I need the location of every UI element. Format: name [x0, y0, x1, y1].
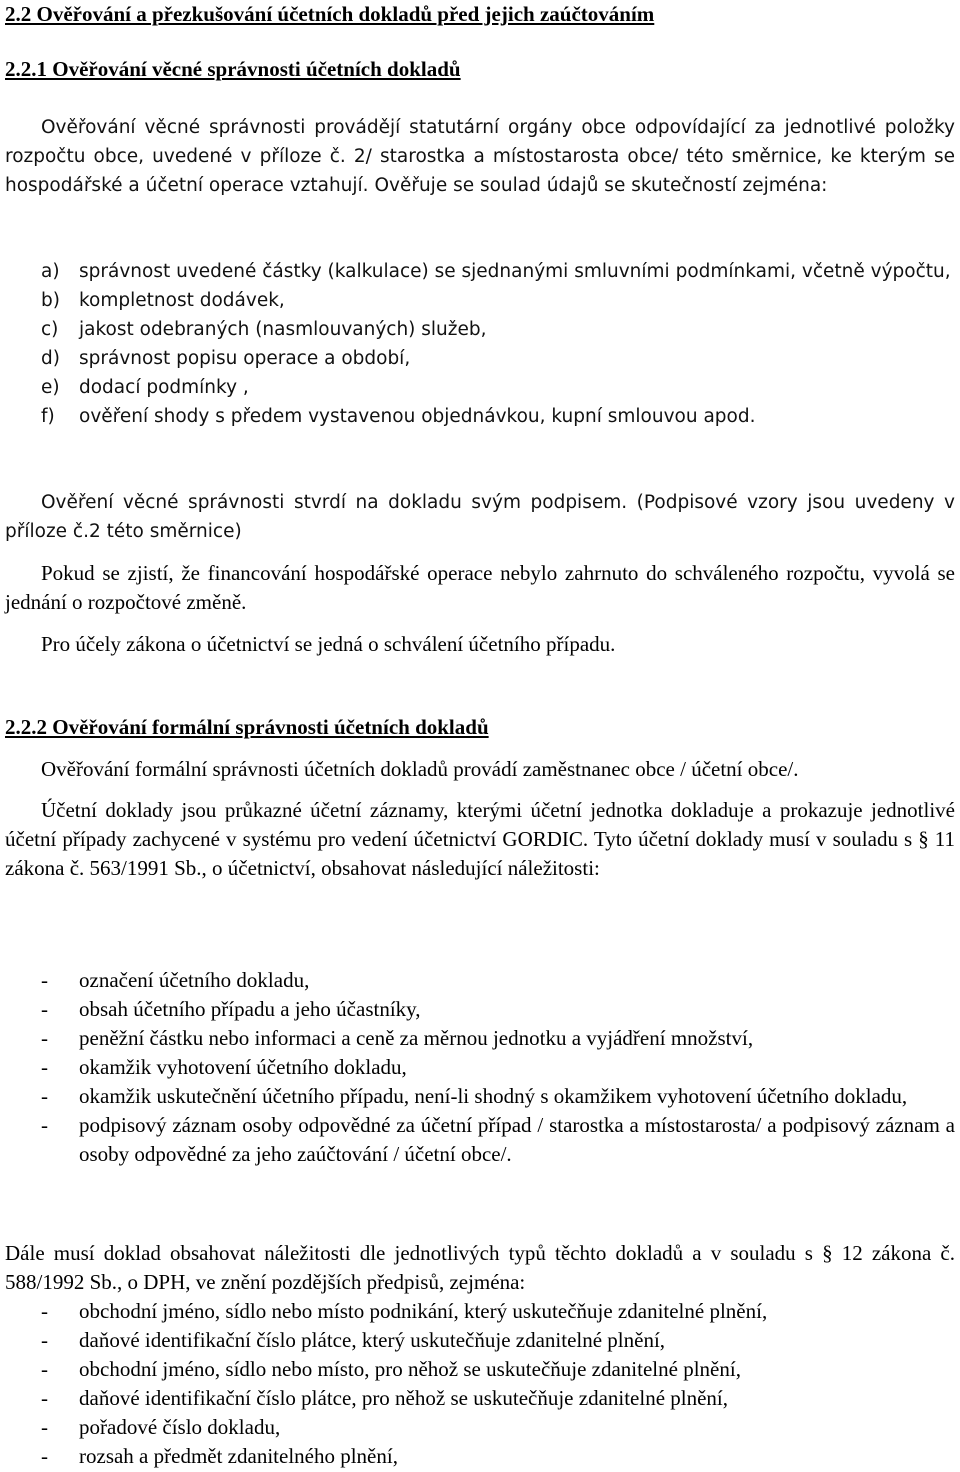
list-marker: e): [41, 377, 60, 398]
list-item-text: označení účetního dokladu,: [79, 968, 310, 992]
list-item-text: kompletnost dodávek,: [79, 290, 285, 311]
list-marker: -: [41, 1328, 48, 1352]
list-item: [5, 1024, 955, 1053]
list-item-text: okamžik uskutečnění účetního případu, není-li shodný s okamžikem vyhotovení účetního dokladu,: [79, 1084, 908, 1108]
vat-requirements-list: [5, 1297, 955, 1471]
list-item: [5, 1413, 955, 1442]
list-item: [5, 1384, 955, 1413]
check-list: [5, 257, 955, 431]
list-item: [5, 1082, 955, 1111]
list-marker: -: [41, 1113, 48, 1137]
list-marker: a): [41, 261, 60, 282]
list-item-text: daňové identifikační číslo plátce, který uskutečňuje zdanitelné plnění,: [79, 1328, 666, 1352]
list-marker: -: [41, 1386, 48, 1410]
list-item-text: obsah účetního případu a jeho účastníky,: [79, 997, 421, 1021]
list-marker: -: [41, 1055, 48, 1079]
subsection-heading-2: 2.2.2 Ověřování formální správnosti účetních dokladů: [5, 715, 489, 739]
paragraph-signature: Ověření věcné správnosti stvrdí na dokladu svým podpisem. (Podpisové vzory jsou uvedeny v příloze č.2 této směrnice): [5, 492, 955, 542]
list-item-text: správnost uvedené částky (kalkulace) se sjednanými smluvními podmínkami, včetně výpočtu,: [79, 261, 951, 282]
list-item-text: rozsah a předmět zdanitelného plnění,: [79, 1444, 398, 1468]
list-marker: -: [41, 968, 48, 992]
list-item-text: obchodní jméno, sídlo nebo místo, pro něhož se uskutečňuje zdanitelné plnění,: [79, 1357, 741, 1381]
list-item-text: okamžik vyhotovení účetního dokladu,: [79, 1055, 407, 1079]
list-item: [5, 1111, 955, 1169]
list-item: [5, 402, 955, 431]
list-item: [5, 315, 955, 344]
paragraph-vat: Dále musí doklad obsahovat náležitosti dle jednotlivých typů těchto dokladů a v souladu s § 12 zákona č. 588/1992 Sb., o DPH, ve znění pozdějších předpisů, zejména:: [5, 1241, 955, 1294]
paragraph-formal-intro: Ověřování formální správnosti účetních dokladů provádí zaměstnanec obce / účetní obce/.: [41, 757, 799, 781]
list-marker: f): [41, 406, 55, 427]
requirements-list: [5, 966, 955, 1169]
subsection-heading-1: 2.2.1 Ověřování věcné správnosti účetních dokladů: [5, 57, 461, 81]
list-marker: -: [41, 997, 48, 1021]
intro-tail-text: Ověřuje se soulad údajů se skutečností zejména:: [374, 175, 828, 196]
list-item-text: správnost popisu operace a období,: [79, 348, 411, 369]
section-heading: 2.2 Ověřování a přezkušování účetních dokladů před jejich zaúčtováním: [5, 2, 655, 26]
paragraph-intro-1: [5, 113, 955, 200]
list-item: [5, 1326, 955, 1355]
list-item-text: dodací podmínky ,: [79, 377, 249, 398]
list-item: [5, 966, 955, 995]
list-item-text: peněžní částku nebo informaci a ceně za měrnou jednotku a vyjádření množství,: [79, 1026, 754, 1050]
list-marker: -: [41, 1026, 48, 1050]
list-item: [5, 286, 955, 315]
list-item: [5, 1355, 955, 1384]
list-item: [5, 257, 955, 286]
list-marker: d): [41, 348, 60, 369]
paragraph-budget: Pokud se zjistí, že financování hospodářské operace nebylo zahrnuto do schváleného rozpočtu, vyvolá se jednání o rozpočtové změně.: [5, 561, 955, 614]
paragraph-documents: Účetní doklady jsou průkazné účetní záznamy, kterými účetní jednotka dokladuje a prokazuje jednotlivé účetní případy zachycené v systému pro vedení účetnictví GORDIC. Tyto účetní doklady musí v souladu s § 11 zákona č. 563/1991 Sb., o účetnictví, obsahovat následující náležitosti:: [5, 798, 955, 880]
list-item-text: pořadové číslo dokladu,: [79, 1415, 281, 1439]
list-item: [5, 1442, 955, 1471]
list-marker: -: [41, 1444, 48, 1468]
list-item-text: jakost odebraných (nasmlouvaných) služeb,: [79, 319, 487, 340]
intro-text: Ověřování věcné správnosti provádějí statutární orgány obce odpovídající za jednotlivé položky rozpočtu obce, uvedené v příloze č. 2/ starostka a místostarosta obce/ této směrnice, ke kterým se hospodářské a účetní operace vztahují.: [5, 117, 955, 196]
list-item-text: daňové identifikační číslo plátce, pro něhož se uskutečňuje zdanitelné plnění,: [79, 1386, 729, 1410]
list-item: [5, 1053, 955, 1082]
list-item-text: ověření shody s předem vystavenou objednávkou, kupní smlouvou apod.: [79, 406, 756, 427]
list-item-text: obchodní jméno, sídlo nebo místo podnikání, který uskutečňuje zdanitelné plnění,: [79, 1299, 768, 1323]
list-marker: -: [41, 1357, 48, 1381]
paragraph-purpose: Pro účely zákona o účetnictví se jedná o schválení účetního případu.: [41, 632, 616, 656]
list-item: [5, 344, 955, 373]
list-marker: -: [41, 1299, 48, 1323]
list-marker: b): [41, 290, 60, 311]
list-item: [5, 373, 955, 402]
list-marker: c): [41, 319, 59, 340]
list-item-text: podpisový záznam osoby odpovědné za účetní případ / starostka a místostarosta/ a podpisový záznam a osoby odpovědné za jeho zaúčtování / účetní obce/.: [79, 1113, 955, 1166]
list-item: [5, 995, 955, 1024]
list-item: [5, 1297, 955, 1326]
list-marker: -: [41, 1084, 48, 1108]
list-marker: -: [41, 1415, 48, 1439]
